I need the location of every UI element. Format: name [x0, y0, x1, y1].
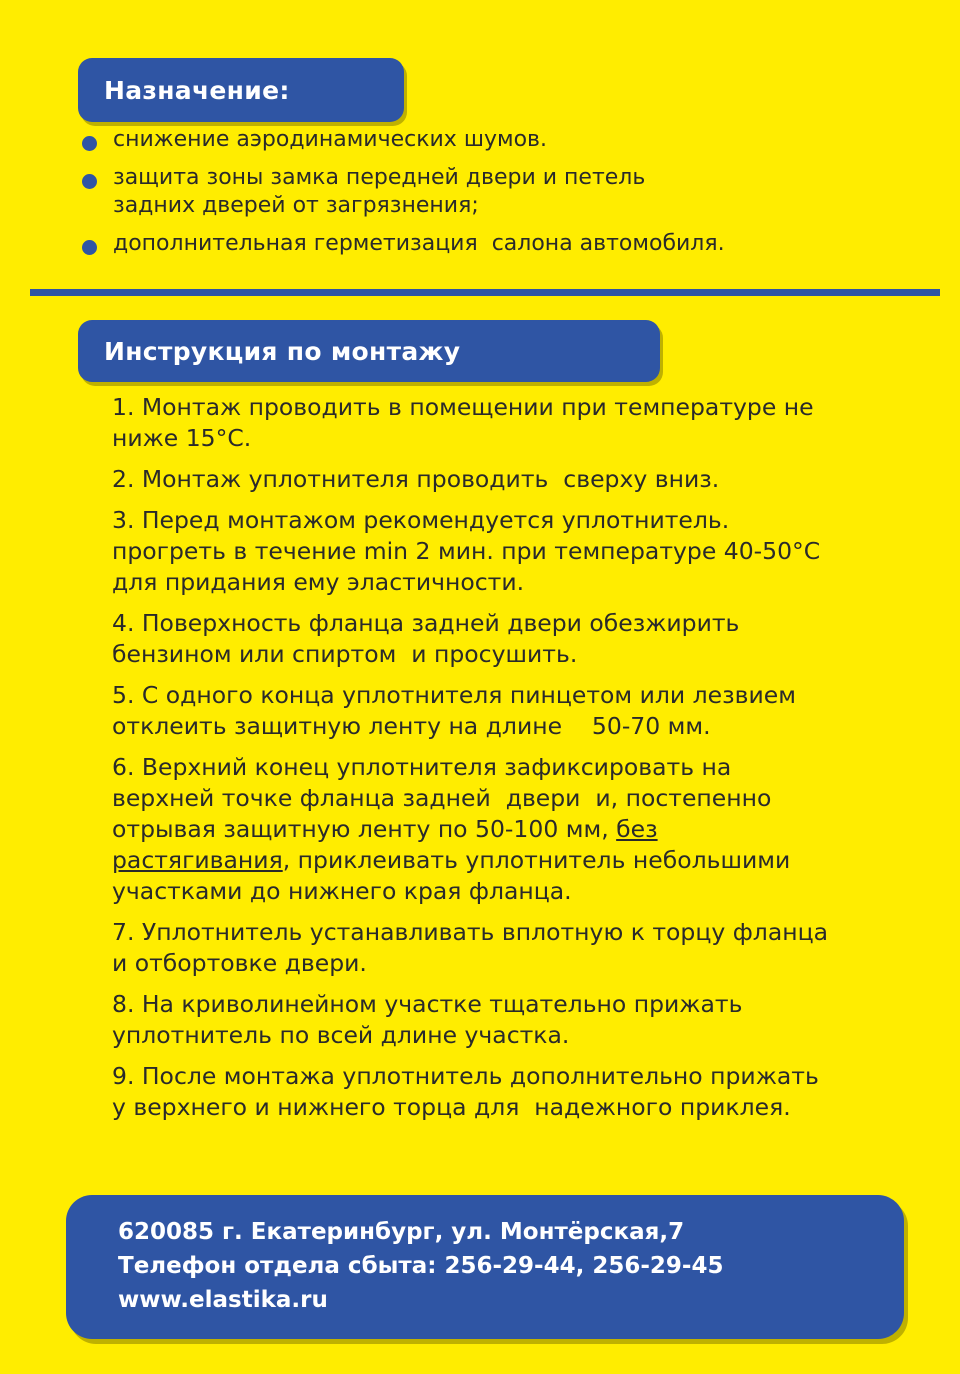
purpose-list [80, 126, 900, 268]
step-2: 2. Монтаж уплотнителя проводить сверху вниз. [112, 465, 720, 493]
step-6-part1: 6. Верхний конец уплотнителя зафиксировать на верхней точке фланца задней двери и, постепенно отрывая защитную ленту по 50-100 мм, [112, 753, 772, 843]
purpose-header [78, 58, 404, 122]
install-header [78, 320, 660, 382]
contact-address: 620085 г. Екатеринбург, ул. Монтёрская,7 [118, 1219, 685, 1245]
install-title: Инструкция по монтажу [104, 336, 461, 366]
step-8: 8. На криволинейном участке тщательно прижать уплотнитель по всей длине участка. [112, 990, 743, 1049]
step-3: 3. Перед монтажом рекомендуется уплотнитель. прогреть в течение min 2 мин. при температуре 40-50°С для придания ему эластичности. [112, 506, 821, 596]
install-steps [112, 392, 852, 1133]
section-divider [30, 289, 940, 296]
purpose-item-text: снижение аэродинамических шумов. [113, 127, 547, 152]
purpose-item-text: защита зоны замка передней двери и петель задних дверей от загрязнения; [113, 165, 646, 218]
step-5: 5. С одного конца уплотнителя пинцетом или лезвием отклеить защитную ленту на длине 50-70 мм. [112, 681, 796, 740]
step-6-underlined: без растягивания [112, 815, 658, 874]
purpose-title: Назначение: [104, 75, 290, 105]
contact-box [66, 1195, 904, 1339]
step-4: 4. Поверхность фланца задней двери обезжирить бензином или спиртом и просушить. [112, 609, 740, 668]
bullet-icon [82, 136, 97, 151]
list-item [80, 230, 900, 258]
step-6 [112, 752, 852, 907]
bullet-icon [82, 174, 97, 189]
step-7: 7. Уплотнитель устанавливать вплотную к торцу фланца и отбортовке двери. [112, 918, 828, 977]
list-item [80, 164, 900, 220]
purpose-item-text: дополнительная герметизация салона автомобиля. [113, 231, 725, 256]
contact-phone: Телефон отдела сбыта: 256-29-44, 256-29-45 [118, 1253, 724, 1279]
step-9: 9. После монтажа уплотнитель дополнительно прижать у верхнего и нижнего торца для надежного приклея. [112, 1062, 819, 1121]
step-1: 1. Монтаж проводить в помещении при температуре не ниже 15°С. [112, 393, 814, 452]
contact-website[interactable]: www.elastika.ru [118, 1287, 328, 1313]
list-item [80, 126, 900, 154]
step-6-part2: , приклеивать уплотнитель небольшими участками до нижнего края фланца. [112, 846, 791, 905]
bullet-icon [82, 240, 97, 255]
